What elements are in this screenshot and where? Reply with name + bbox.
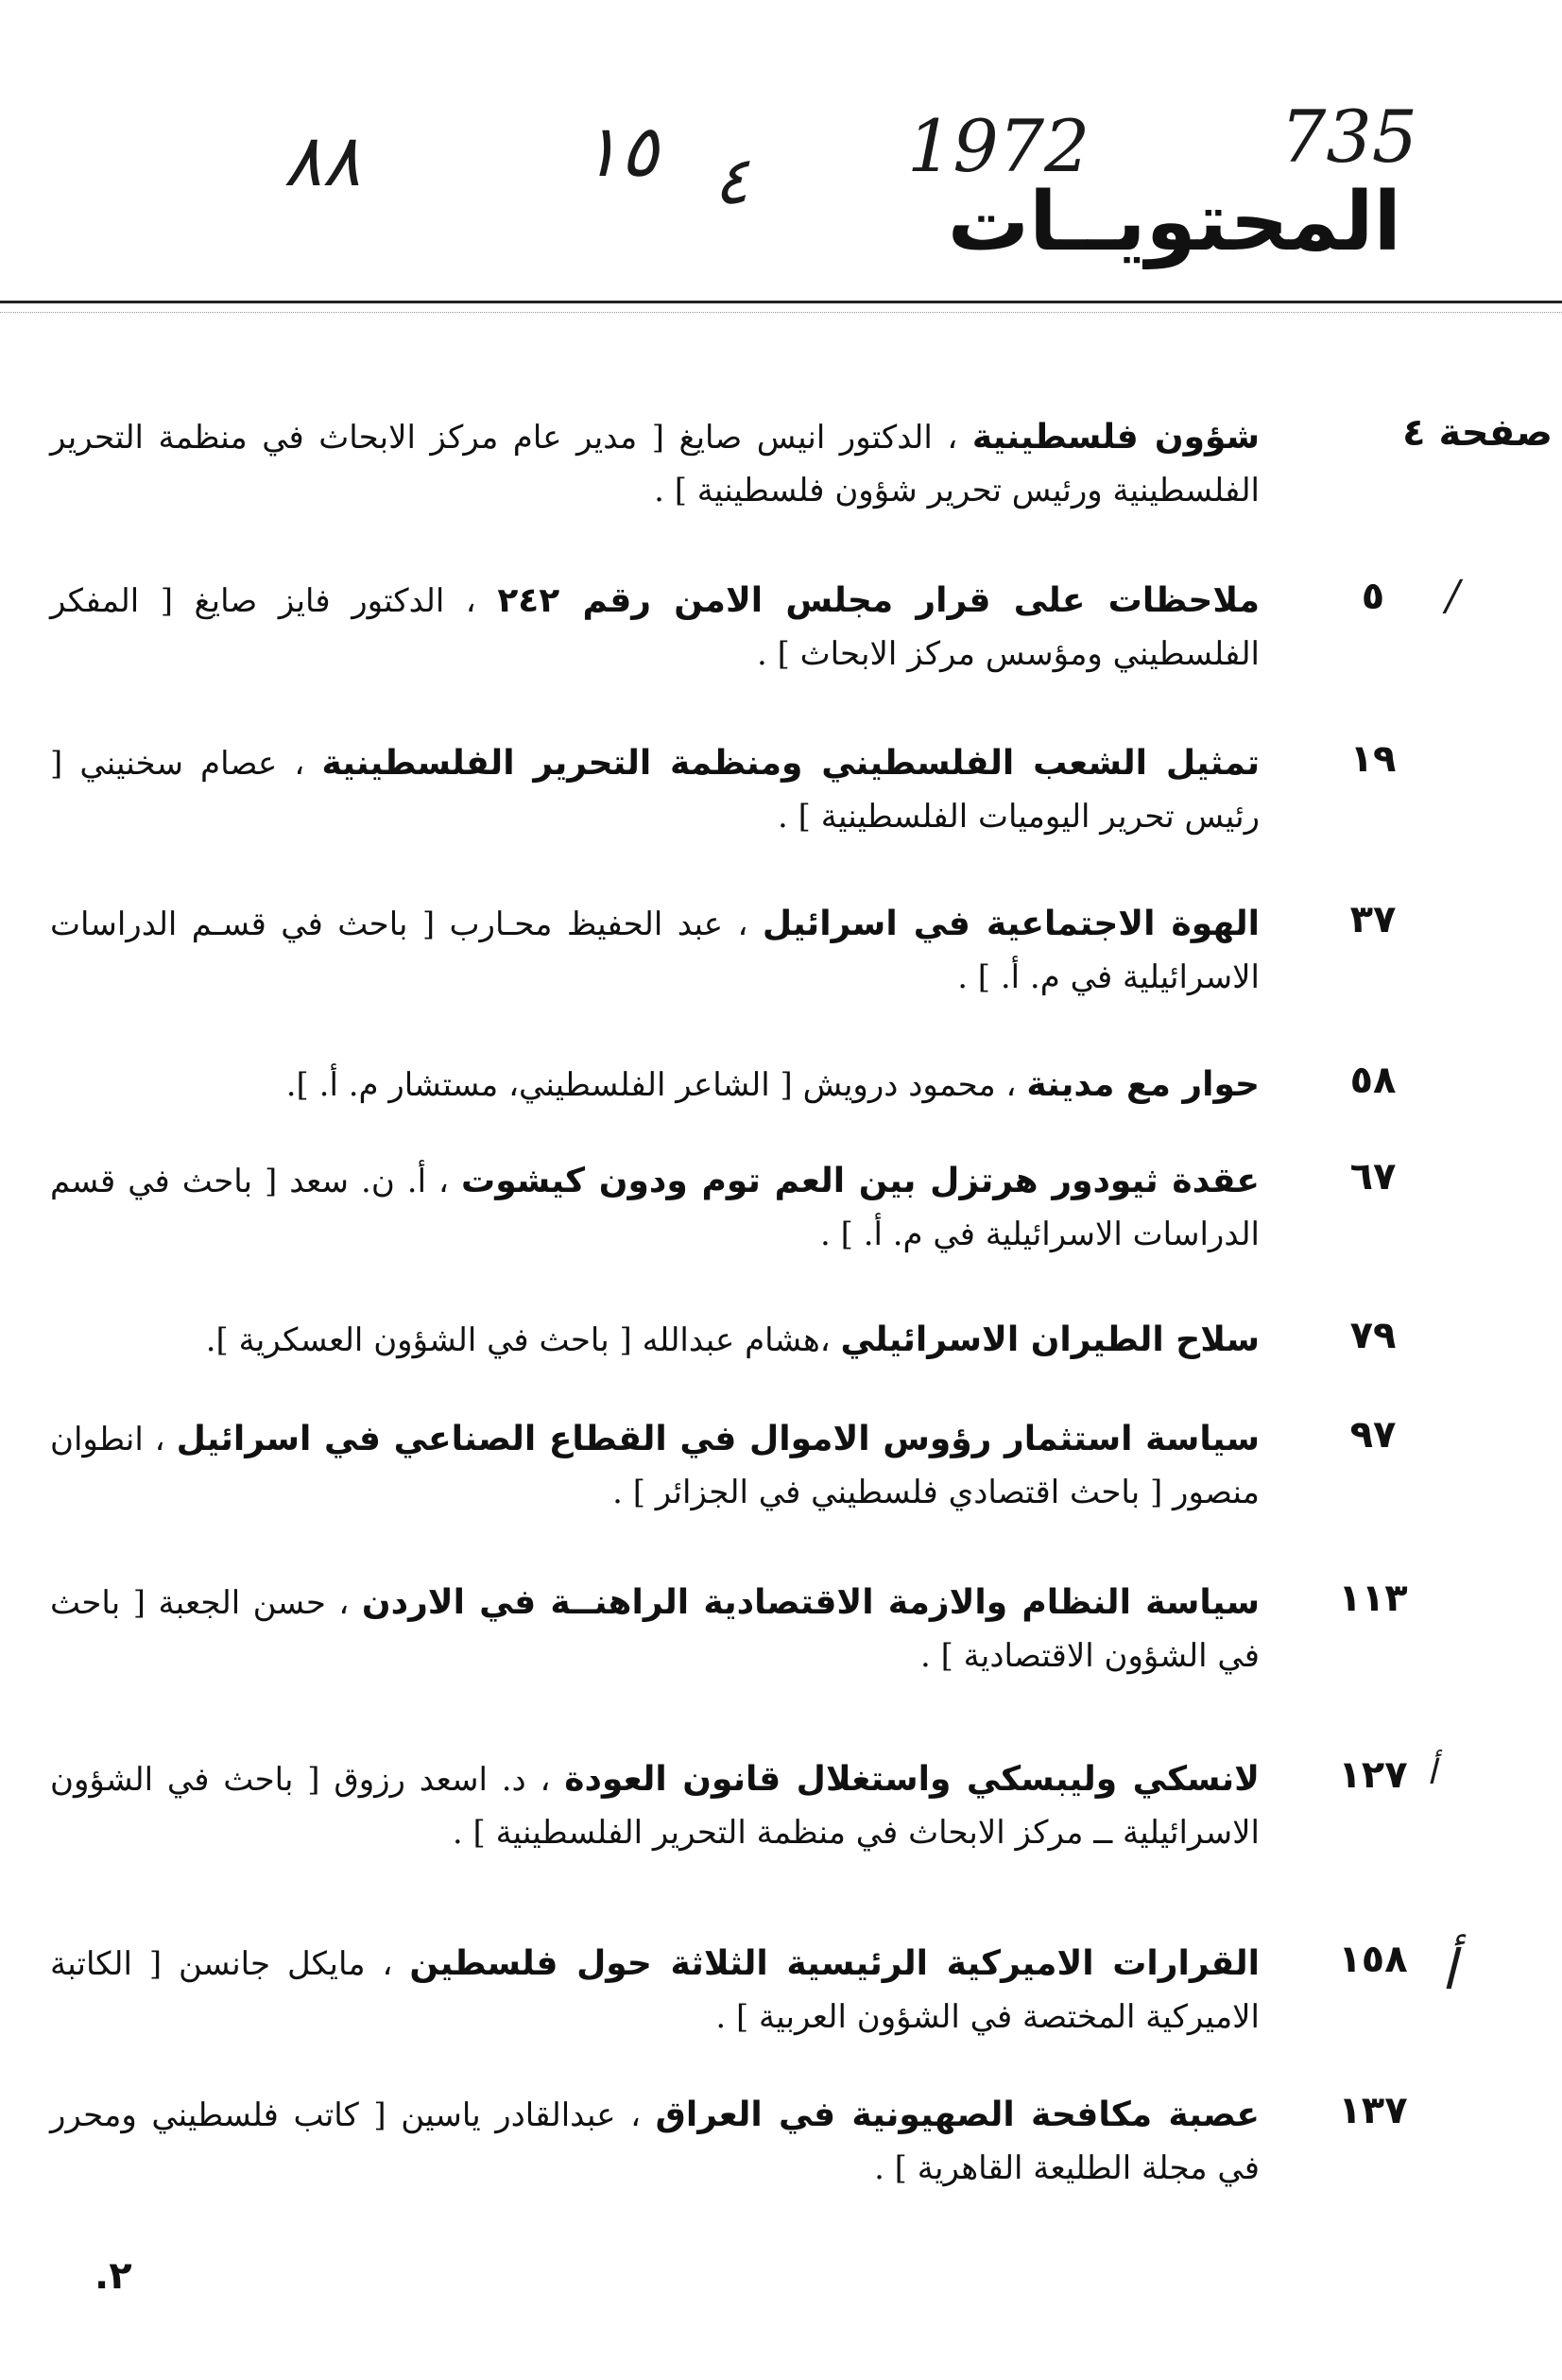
handwritten-note-code: ٨٨ [283,118,361,202]
toc-entry-text [50,1753,1260,1859]
toc-entry-title: سياسة استثمار رؤوس الاموال في القطاع الصناعي في اسرائيل [176,1420,1260,1458]
toc-entry [0,1753,1562,1876]
toc-page-number: ٧٩ [1349,1314,1397,1357]
toc-entry-details: ، أ. ن. سعد [ باحث في قسم الدراسات الاسرائيلية في م. أ. ] . [50,1163,1260,1253]
toc-entry-text [50,1314,1260,1367]
toc-entry [0,1577,1562,1699]
toc-page-number: ٥ [1361,575,1385,618]
toc-entry [0,1413,1562,1536]
toc-entry-details: ،هشام عبدالله [ باحث في الشؤون العسكرية ]. [205,1321,831,1359]
toc-entry-title: القرارات الاميركية الرئيسية الثلاثة حول فلسطين [409,1944,1260,1983]
toc-page-number: ٣٧ [1349,898,1397,941]
toc-entry-details: ، عصام سخنيني [ رئيس تحرير اليوميات الفلسطينية ] . [50,745,1260,836]
toc-entry-text [50,411,1260,517]
handwritten-margin-mark: أ [1441,1938,1457,2002]
toc-entry-title: سياسة النظام والازمة الاقتصادية الراهنــة في الاردن [361,1583,1260,1622]
toc-entry-details: ، انطوان منصور [ باحث اقتصادي فلسطيني في الجزائر ] . [50,1421,1260,1511]
toc-entry-text [50,575,1260,681]
toc-page-number: ٦٧ [1349,1155,1397,1199]
toc-page-number: ٩٧ [1349,1413,1397,1457]
toc-page-number: ٥٨ [1349,1059,1397,1102]
toc-entry-title: تمثيل الشعب الفلسطيني ومنظمة التحرير الفلسطينية [321,744,1261,783]
toc-entry-text [50,737,1260,843]
page-title: المحتويــات [947,175,1401,269]
handwritten-note-year: 1972 [907,104,1090,188]
handwritten-margin-mark: أ [1427,1753,1437,1792]
toc-entry-title: سلاح الطيران الاسرائيلي [840,1320,1260,1359]
toc-entry-details: ، الدكتور انيس صايغ [ مدير عام مركز الابحاث في منظمة التحرير الفلسطينية ورئيس تحرير شؤون فلسطينية ] . [50,419,1260,509]
toc-entry-text [50,2089,1260,2195]
toc-entry-details: ، محمود درويش [ الشاعر الفلسطيني، مستشار م. أ. ]. [285,1066,1017,1104]
toc-entry [0,898,1562,1021]
toc-entry-title: شؤون فلسطينية [971,418,1261,457]
footer-page-number: ٢. [94,2254,132,2298]
title-divider [0,301,1562,303]
toc-entry-text [50,1155,1260,1261]
toc-entry-details: ، عبدالقادر ياسين [ كاتب فلسطيني ومحرر في مجلة الطليعة القاهرية ] . [50,2096,1260,2187]
toc-entry-details: ، الدكتور فايز صايغ [ المفكر الفلسطيني ومؤسس مركز الابحاث ] . [50,582,1260,673]
toc-entry [0,1155,1562,1278]
handwritten-margin-mark: / [1446,572,1460,620]
toc-page-number: صفحة ٤ [1402,411,1553,455]
toc-page-number: ١٢٧ [1338,1753,1408,1797]
toc-entry-text [50,1413,1260,1519]
toc-entry-text [50,1059,1260,1112]
toc-entry-title: ملاحظات على قرار مجلس الامن رقم ٢٤٢ [497,581,1260,620]
toc-page-number: ١١٣ [1338,1577,1408,1620]
toc-entry-text [50,1938,1260,2044]
toc-entry [0,737,1562,860]
toc-page-number: ١٣٧ [1338,2089,1408,2132]
toc-page-number: ١٩ [1349,737,1397,781]
toc-entry-details: ، عبد الحفيظ محـارب [ باحث في قسـم الدراسات الاسرائيلية في م. أ. ] . [50,905,1260,996]
toc-entry-details: ، د. اسعد رزوق [ باحث في الشؤون الاسرائيلية ــ مركز الابحاث في منظمة التحرير الفلسطينية ] . [50,1761,1260,1852]
title-divider-secondary [0,312,1562,313]
toc-entry-details: ، مايكل جانسن [ الكاتبة الاميركية المختصة في الشؤون العربية ] . [50,1945,1260,2036]
toc-entry [0,575,1562,698]
toc-entry-title: عقدة ثيودور هرتزل بين العم توم ودون كيشوت [461,1162,1260,1200]
toc-entry-title: حوار مع مدينة [1026,1065,1260,1104]
handwritten-note-volume: 735 [1280,95,1418,179]
toc-entry-text [50,898,1260,1004]
toc-entry-title: الهوة الاجتماعية في اسرائيل [762,905,1260,943]
toc-entry-details: ، حسن الجعبة [ باحث في الشؤون الاقتصادية ] . [50,1584,1260,1675]
toc-page-number: ١٥٨ [1338,1938,1408,1981]
toc-entry-title: عصبة مكافحة الصهيونية في العراق [655,2095,1260,2134]
handwritten-note-month: ٤ [713,142,749,219]
toc-entry-text [50,1577,1260,1682]
toc-entry [0,1938,1562,2061]
toc-entry [0,411,1562,534]
handwritten-note-day: ١٥ [581,109,659,193]
toc-entry-title: لانسكي وليبسكي واستغلال قانون العودة [564,1760,1260,1799]
toc-entry [0,2089,1562,2212]
